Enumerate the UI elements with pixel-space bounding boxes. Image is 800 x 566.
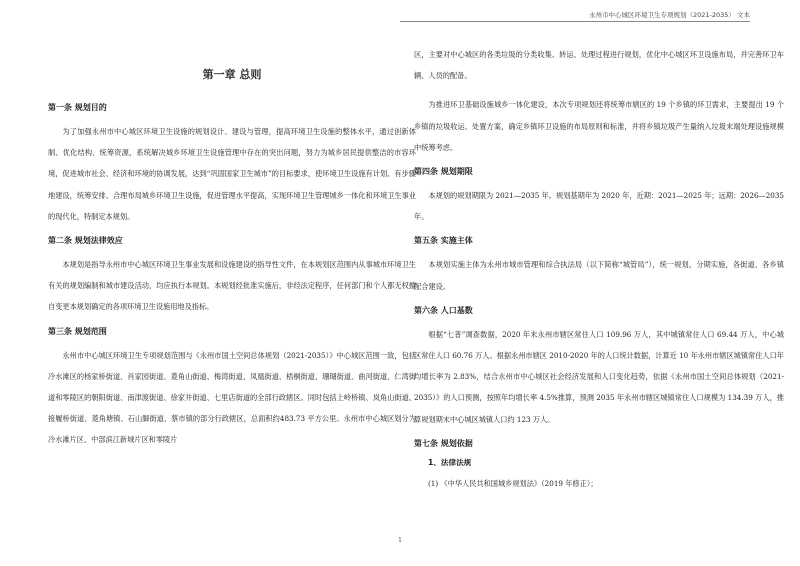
article-2-text: 本规划是指导永州市中心城区环境卫生事业发展和设施建设的指导性文件，在本规划区范围内从事城市环境卫生有关的规划编制和城市建设活动，均应执行本规划。本规划经批准实施后，非经法定程序，任何部门和个人都无权擅自变更本规划确定的各项环境卫生设施用地及指标。 <box>48 260 416 312</box>
article-5-text: 本规划实施主体为永州市城市管理和综合执法局（以下简称“城管局”），统一规划，分期实施，各街道、各乡镇配合建设。 <box>414 260 784 291</box>
article-3-text-2: 为推进环卫基础设施城乡一体化建设，本次专项规划还将统筹市辖区的 19 个乡镇的环卫需求，主要提出 19 个乡镇的垃圾收运、处置方案，确定乡镇环卫设施的布局原则和标准，并将乡镇垃圾产生量纳入垃圾末端处理设施规模中统筹考虑。 <box>414 100 784 152</box>
subsection-laws-title: 1、法律法规 <box>428 457 472 467</box>
article-7-title: 第七条 规划依据 <box>414 438 473 448</box>
article-2-title: 第二条 规划法律效应 <box>48 236 123 246</box>
article-1-text: 为了加强永州市中心城区环境卫生设施的规划设计、建设与管理，提高环境卫生设施的整体水平，通过创新体制、优化结构、统筹资源，系统解决城乡环境卫生设施管理中存在的突出问题，努力为城乡居民提供整洁的市容环境，促进城市社会、经济和环境的协调发展，达到“巩固国家卫生城市”的目标要求，使环境卫生设施有计划、有步骤地建设，统筹安排、合理布局城乡环境卫生设施，促进管理水平提高，实现环境卫生管理城乡一体化和环境卫生事业的现代化，特制定本规划。 <box>48 127 416 221</box>
article-3-continued: 区，主要对中心城区的各类垃圾的分类收集、转运、处理过程进行规划，优化中心城区环卫设施布局，并完善环卫车辆、人员的配备。 <box>414 50 784 81</box>
law-item: (1) 《中华人民共和国城乡规划法》（2019 年修正）； <box>428 478 598 488</box>
chapter-title: 第一章 总则 <box>202 68 262 81</box>
page-number: 1 <box>398 537 402 544</box>
right-column <box>414 44 784 494</box>
article-6-text: 根据“七普”调查数据，2020 年末永州市辖区常住人口 109.96 万人，其中城镇常住人口 69.44 万人，中心城区常住人口 60.76 万人。根据永州市辖区 2010-2020 年的人口统计数据，计算近 10 年永州市辖区城镇常住人口年均增长率为 2.83%，结合永州市中心城区社会经济发展和人口变化趋势，依据《永州市国土空间总体规划（2021-2035）》的人口预测，按照年均增长率 4.5%推算，预测 2035 年永州市辖区城镇常住人口规模为 134.39 万人，推算规划期末中心城区城镇人口约 123 万人。 <box>414 329 784 424</box>
article-5-title: 第五条 实施主体 <box>414 236 473 246</box>
article-6-title: 第六条 人口基数 <box>414 305 473 315</box>
article-3-title: 第三条 规划范围 <box>48 326 107 336</box>
running-header: 永州市中心城区环境卫生专项规划（2021-2035） 文本 <box>589 11 750 19</box>
header-rule <box>400 21 750 22</box>
article-3-text: 永州市中心城区环境卫生专项规划范围与《永州市国土空间总体规划（2021-2035）》中心城区范围一致，包括冷水滩区的杨家桥街道、肖家园街道、菱角山街道、梅湾街道、凤凰街道、梧桐街道、珊瑚街道、曲河街道、仁湾街道和零陵区的朝阳街道、南津渡街道、徐家井街道、七里店街道的全部行政辖区。同时包括上岭桥镇、岚角山街道、接履桥街道、菱角塘镇、石山脚街道、蔡市镇的部分行政辖区，总面积约483.73 平方公里。永州市中心城区划分为冷水滩片区、中部滨江新城片区和零陵片 <box>48 350 416 445</box>
left-column <box>48 66 416 459</box>
article-4-text: 本规划的规划期限为 2021—2035 年。规划基期年为 2020 年，近期：2021—2025 年；远期：2026—2035 年。 <box>414 191 784 222</box>
article-4-title: 第四条 规划期限 <box>414 167 473 177</box>
article-1-title: 第一条 规划目的 <box>48 103 107 112</box>
